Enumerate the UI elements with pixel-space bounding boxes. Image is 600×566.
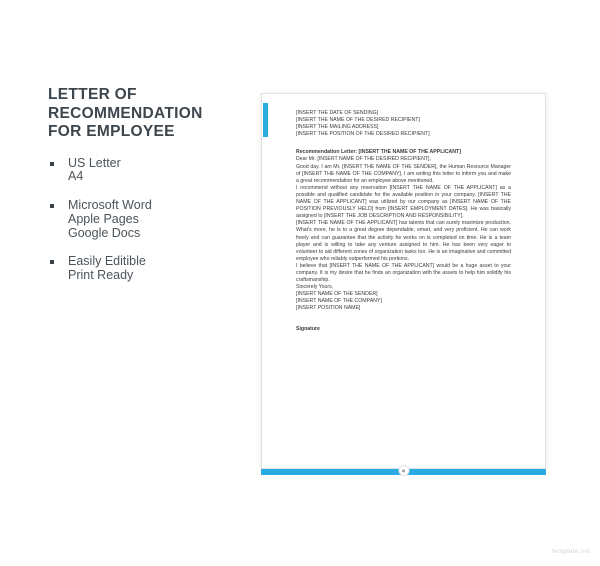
- sender-name-placeholder: [INSERT NAME OF THE SENDER]: [296, 291, 378, 298]
- document-page: [261, 93, 546, 469]
- feature-line: Google Docs: [68, 225, 141, 240]
- mailing-address-placeholder: [INSERT THE MAILING ADDRESS]: [296, 124, 379, 131]
- feature-line: Apple Pages: [68, 211, 139, 226]
- signature-label: Signature: [296, 325, 320, 332]
- feature-editability: [48, 255, 253, 283]
- logo-badge-icon: [398, 465, 409, 476]
- feature-line: Print Ready: [68, 268, 134, 283]
- bullet-icon: [50, 162, 54, 166]
- feature-sizes: [48, 157, 253, 185]
- sender-block: [296, 291, 511, 312]
- template-title-line: LETTER OF: [48, 86, 137, 103]
- template-title: [48, 86, 253, 142]
- letter-body: [296, 110, 511, 333]
- feature-line: US Letter: [68, 155, 121, 170]
- feature-list: [48, 157, 253, 284]
- recipient-name-placeholder: [INSERT THE NAME OF THE DESIRED RECIPIENT]: [296, 117, 420, 124]
- bullet-icon: [50, 260, 54, 264]
- feature-line: Easily Editible: [68, 254, 146, 269]
- salutation: Dear Mr. [INSERT NAME OF THE DESIRED RECIPIENT],: [296, 156, 431, 163]
- recipient-block: [296, 117, 511, 138]
- feature-line: Microsoft Word: [68, 198, 152, 213]
- recipient-position-placeholder: [INSERT THE POSITION OF THE DESIRED RECIPIENT]: [296, 131, 430, 138]
- letter-paragraph: [INSERT THE NAME OF THE APPLICANT] has talents that can surely maximize production. What's more, he is to a great degree dependable, smart, and very proficient. He can work freely and can guarantee that the activity he works on is completed on time. He is a team player and is willing to take any venture assigned to him. He has been very eager to volunteer to aid different zones of organization tasks too. He is an imaginative and committed employee who reliably outperformed his portions.: [296, 220, 511, 262]
- template-title-line: FOR EMPLOYEE: [48, 123, 175, 140]
- position-name-placeholder: [INSERT POSITION NAME]: [296, 305, 361, 312]
- letter-paragraph: I believe that [INSERT THE NAME OF THE APPLICANT] would be a huge asset to your company. It is my desire that he finds an organization with the assets to help him solidify his craftsmanship.: [296, 262, 511, 284]
- watermark: template.net: [552, 548, 591, 555]
- info-panel: [48, 86, 253, 298]
- company-name-placeholder: [INSERT NAME OF THE COMPANY]: [296, 298, 382, 305]
- feature-line: A4: [68, 169, 84, 184]
- bullet-icon: [50, 204, 54, 208]
- letter-paragraph: I recommend without any reservation [INSERT THE NAME OF THE APPLICANT] as a possible and qualified candidate for the available position in your company. [INSERT THE NAME OF THE APPLICANT] was utilized by our company as [INSERT NAME OF THE POSITION PREVIOUSLY HELD] from [INSERT EMPLOYMENT DATES]. He was basically assigned to [INSERT THE JOB DESCRIPTION AND RESPONSIBILITY].: [296, 184, 511, 220]
- accent-bar: [263, 103, 268, 137]
- template-title-line: RECOMMENDATION: [48, 104, 203, 122]
- footer-bar: [261, 469, 546, 475]
- feature-formats: [48, 199, 253, 240]
- logo-dot-icon: [402, 469, 405, 472]
- closing-line: Sincerely Yours,: [296, 284, 334, 291]
- letter-paragraph: Good day. I am Mr. [INSERT THE NAME OF THE SENDER], the Human Resource Manager of [INSERT THE NAME OF THE COMPANY]. I am writing this letter to inform you and make a great recommendation for an employee above mentioned.: [296, 163, 511, 184]
- subject-line: Recommendation Letter: [INSERT THE NAME OF THE APPLICANT]: [296, 149, 461, 156]
- date-placeholder: [INSERT THE DATE OF SENDING]: [296, 110, 379, 116]
